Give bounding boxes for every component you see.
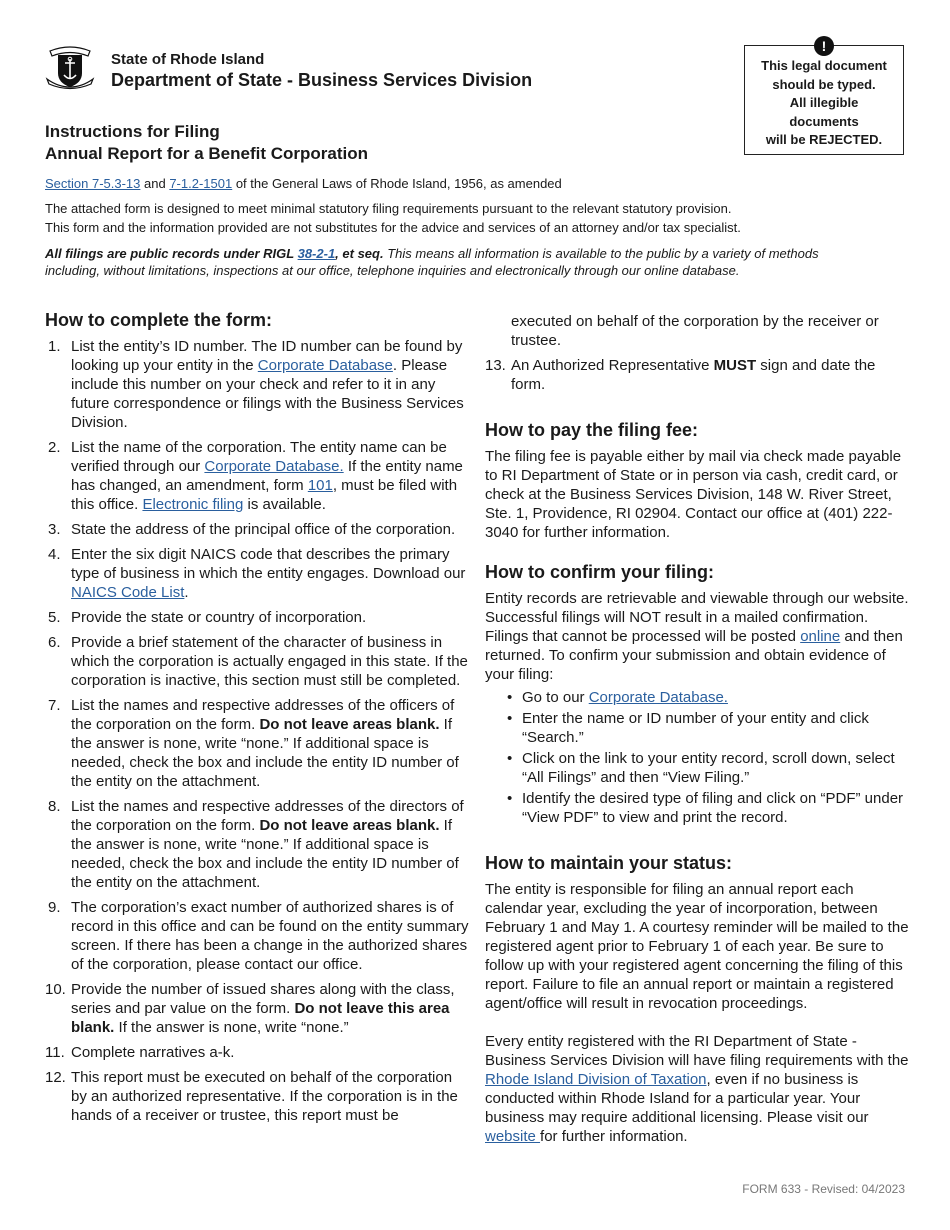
- step-item: [45, 608, 470, 627]
- instructions-column-left: [45, 310, 470, 1131]
- section-heading-confirm: How to confirm your filing:: [485, 562, 714, 582]
- step-text: , must be filed with this office.: [71, 477, 458, 513]
- step-emphasis: Do not leave areas blank.: [259, 716, 440, 733]
- statute-rest: of the General Laws of Rhode Island, 1956, as amended: [232, 176, 562, 191]
- form-revision-footer: FORM 633 - Revised: 04/2023: [742, 1182, 905, 1196]
- step-text: State the address of the principal office of the corporation.: [71, 521, 456, 538]
- exclamation-icon: !: [814, 36, 834, 56]
- steps-list-continued: [485, 356, 910, 394]
- step-number: 12.: [45, 1069, 66, 1086]
- step-text: Complete narratives a-k.: [71, 1044, 235, 1061]
- step-item: [45, 520, 470, 539]
- statute-and: and: [140, 176, 170, 191]
- confirm-section: [485, 562, 910, 827]
- step-item: [45, 1068, 470, 1125]
- page-subtitle: Annual Report for a Benefit Corporation: [45, 144, 368, 163]
- step-number: 2.: [48, 439, 61, 456]
- notice-line: will be REJECTED.: [765, 132, 883, 147]
- statute-reference: [45, 176, 562, 191]
- step-text: List the names and respective addresses of the officers of the corporation on the form.: [71, 697, 455, 733]
- steps-list: [45, 337, 470, 1125]
- step-item: [45, 337, 470, 432]
- rigl-38-2-1-link[interactable]: 38-2-1: [297, 246, 336, 261]
- step-number: 10.: [45, 981, 66, 998]
- step-number: 6.: [48, 634, 61, 651]
- step-emphasis: Do not leave areas blank.: [259, 817, 440, 834]
- notice-line: documents: [789, 113, 859, 129]
- step-number: 9.: [48, 899, 61, 916]
- bullet-item: [522, 709, 910, 747]
- step-text: List the entity’s ID number. The ID number can be found by looking up your entity in the: [71, 338, 463, 374]
- bullet-text: Go to our: [522, 689, 589, 706]
- section-7-1-2-1501-link[interactable]: 7-1.2-1501: [169, 176, 233, 191]
- step-number: 1.: [48, 338, 61, 355]
- state-seal-logo: [44, 43, 96, 93]
- page-title: Instructions for Filing: [45, 122, 220, 141]
- maintain-body: The entity is responsible for filing an annual report each calendar year, excluding the year of incorporation, between February 1 and May 1. A courtesy reminder will be mailed to the registered agent prior to February 1 of each year. Be sure to follow up with your registered agent concerning the filing of this report. Failure to file an annual report or maintain a registered agent/office will result in revocation proceedings.: [485, 881, 909, 1012]
- step-item: [45, 1043, 470, 1062]
- disclaimer: [45, 199, 845, 237]
- step-text: If the answer is none, write “none.” If additional space is needed, check the box and include the entity ID number of the entity on the attachment.: [71, 817, 459, 891]
- step-number: 3.: [48, 521, 61, 538]
- public-records-bold-suffix: , et seq.: [335, 246, 384, 261]
- step-number: 7.: [48, 697, 61, 714]
- step-number: 13.: [485, 357, 506, 374]
- bullet-text: Identify the desired type of filing and click on “PDF” under “View PDF” to view and print the record.: [522, 790, 904, 826]
- instructions-column-right: [485, 312, 910, 1146]
- public-records-notice: [45, 245, 825, 279]
- step-item: [45, 545, 470, 602]
- org-department-name: Department of State - Business Services Division: [111, 70, 533, 90]
- section-7-5-3-13-link[interactable]: Section 7-5.3-13: [45, 176, 141, 191]
- step-emphasis: MUST: [713, 357, 757, 374]
- step-text: Provide the number of issued shares along with the class, series and par value on the form.: [71, 981, 455, 1017]
- step-item: [45, 633, 470, 690]
- step-number: 5.: [48, 609, 61, 626]
- confirm-steps-list: [485, 688, 910, 827]
- notice-line: All illegible: [789, 95, 859, 110]
- typed-notice-box: [744, 38, 904, 155]
- step-12-continued: executed on behalf of the corporation by the receiver or trustee.: [511, 313, 879, 349]
- bullet-item: [522, 789, 910, 827]
- public-records-text: This means all information is available to the public by a variety of methods including, without limitations, inspections at our office, telephone inquiries and electronically through our online database.: [45, 246, 819, 278]
- step-text: sign and date the form.: [511, 357, 876, 393]
- org-state-name: State of Rhode Island: [111, 51, 265, 68]
- maintain-section: [485, 853, 910, 1146]
- step-item: [485, 356, 910, 394]
- taxation-text: for further information.: [540, 1128, 688, 1145]
- step-number: 11.: [45, 1044, 65, 1061]
- step-text: Provide the state or country of incorporation.: [71, 609, 367, 626]
- website-link[interactable]: website: [485, 1128, 541, 1145]
- step-item: [45, 898, 470, 974]
- section-heading-pay: How to pay the filing fee:: [485, 420, 699, 440]
- bullet-item: [522, 688, 910, 707]
- step-text: . Please include this number on your check and refer to it in any future correspondence or filings with the Business Services Division.: [71, 357, 464, 431]
- step-text: List the name of the corporation. The entity name can be verified through our: [71, 439, 447, 475]
- electronic-filing-link[interactable]: Electronic filing: [142, 496, 244, 513]
- confirm-text: Entity records are retrievable and viewable through our website. Successful filings will NOT result in a mailed confirmation. Filings that cannot be processed will be posted: [485, 590, 909, 645]
- step-text: An Authorized Representative: [511, 357, 714, 374]
- step-item: [45, 696, 470, 791]
- bullet-text: Enter the name or ID number of your entity and click “Search.”: [522, 710, 869, 746]
- disclaimer-line: This form and the information provided are not substitutes for the advice and services of an attorney and/or tax specialist.: [45, 220, 741, 235]
- section-heading-complete: How to complete the form:: [45, 310, 273, 330]
- bullet-item: [522, 749, 910, 787]
- disclaimer-line: The attached form is designed to meet minimal statutory filing requirements pursuant to the relevant statutory provision.: [45, 201, 732, 216]
- taxation-text: , even if no business is conducted within Rhode Island for a particular year. Your business may require additional licensing. Please visit our: [485, 1071, 869, 1126]
- taxation-body: [485, 1032, 910, 1146]
- corporate-database-link[interactable]: Corporate Database.: [204, 458, 344, 475]
- step-item: [45, 980, 470, 1037]
- notice-line: This legal document: [761, 58, 887, 73]
- step-text: If the entity name has changed, an amendment, form: [71, 458, 463, 494]
- naics-code-list-link[interactable]: NAICS Code List: [71, 584, 185, 601]
- bullet-text: Click on the link to your entity record, scroll down, select “All Filings” and then “View Filing.”: [522, 750, 895, 786]
- step-text: If the answer is none, write “none.”: [114, 1019, 349, 1036]
- notice-line: should be typed.: [772, 76, 876, 92]
- taxation-text: Every entity registered with the RI Department of State - Business Services Division will have filing requirements with the: [485, 1033, 909, 1069]
- step-text: This report must be executed on behalf of the corporation by an authorized representative. If the corporation is in the hands of a receiver or trustee, this report must be: [71, 1069, 458, 1124]
- step-text: The corporation’s exact number of authorized shares is of record in this office and can be found on the entity summary screen. If there has been a change in the authorized shares of the corporation, please contact our office.: [71, 899, 469, 973]
- step-emphasis: Do not leave this area blank.: [71, 1000, 450, 1036]
- public-records-bold: All filings are public records under RIGL: [45, 246, 298, 261]
- online-link[interactable]: online: [800, 628, 841, 645]
- step-item: [45, 797, 470, 892]
- step-text: Provide a brief statement of the character of business in which the corporation is actually engaged in this state. If the corporation is inactive, this section must still be completed.: [71, 634, 468, 689]
- step-number: 4.: [48, 546, 61, 563]
- form-101-link[interactable]: 101: [307, 477, 333, 494]
- step-text: If the answer is none, write “none.” If additional space is needed, check the box and include the entity ID number of the entity on the attachment.: [71, 716, 459, 790]
- step-number: 8.: [48, 798, 61, 815]
- step-item: [45, 438, 470, 514]
- ri-division-of-taxation-link[interactable]: Rhode Island Division of Taxation: [485, 1071, 707, 1088]
- step-text: .: [184, 584, 189, 601]
- corporate-database-link[interactable]: Corporate Database.: [588, 689, 728, 706]
- step-text: List the names and respective addresses of the directors of the corporation on the form.: [71, 798, 464, 834]
- corporate-database-link[interactable]: Corporate Database: [257, 357, 393, 374]
- step-text: Enter the six digit NAICS code that describes the primary type of business in which the entity engages. Download our: [71, 546, 466, 582]
- confirm-body: [485, 589, 910, 684]
- pay-section: [485, 420, 910, 542]
- step-text: is available.: [243, 496, 326, 513]
- section-heading-maintain: How to maintain your status:: [485, 853, 733, 873]
- confirm-text: and then returned. To confirm your submission and obtain evidence of your filing:: [485, 628, 903, 683]
- pay-body: The filing fee is payable either by mail via check made payable to RI Department of State or in person via cash, credit card, or check at the Business Services Division, 148 W. River Street, Ste. 1, Providence, RI 02904. Contact our office at (401) 222-3040 for further information.: [485, 448, 902, 541]
